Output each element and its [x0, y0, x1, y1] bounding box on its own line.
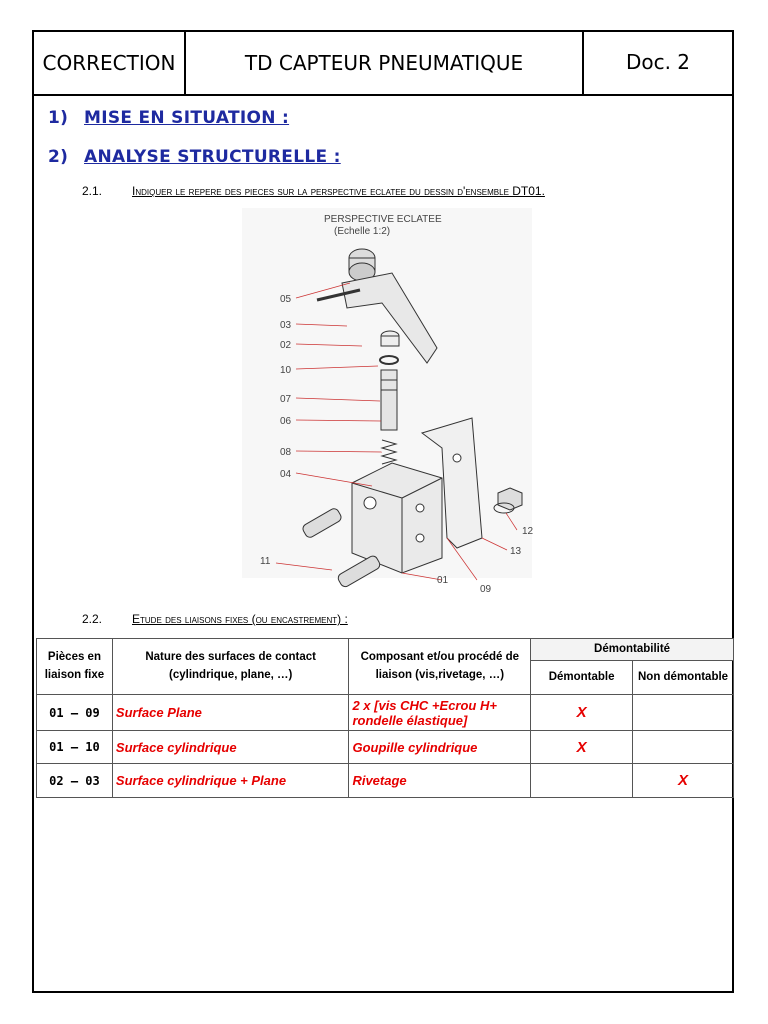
cell-pieces: 02 – 03 [37, 764, 113, 798]
cell-demontable: X [531, 695, 633, 731]
cell-nature: Surface Plane [112, 695, 349, 731]
table-row [37, 731, 734, 764]
table-row [37, 695, 734, 731]
part-label: 02 [280, 340, 292, 351]
part-label: 01 [437, 575, 449, 586]
header-title: TD CAPTEUR PNEUMATIQUE [184, 32, 584, 94]
header-nature: Nature des surfaces de contact (cylindrique, plane, …) [112, 639, 349, 695]
section-1-heading [48, 108, 289, 128]
subsection-text: Indiquer le repere des pieces sur la perspective eclatee du dessin d'ensemble DT01. [132, 184, 545, 198]
header-correction: CORRECTION [42, 51, 176, 75]
exploded-view-svg [242, 208, 534, 595]
cell-composant: Goupille cylindrique [349, 731, 531, 764]
subsection-number: 2.2. [82, 612, 103, 626]
section-2-heading [48, 147, 341, 167]
section-title: ANALYSE STRUCTURELLE : [84, 147, 341, 167]
header-pieces: Pièces en liaison fixe [37, 639, 113, 695]
header-demontable: Démontable [531, 661, 633, 695]
subsection-2-2 [82, 612, 348, 626]
subsection-2-1 [82, 184, 545, 198]
exploded-view-drawing [242, 208, 534, 595]
part-label: 07 [280, 394, 292, 405]
section-number: 1) [48, 108, 69, 128]
table-row [37, 764, 734, 798]
header-non-demontable: Non démontable [633, 661, 734, 695]
cell-non-demontable: X [633, 764, 734, 798]
part-label: 09 [480, 584, 492, 595]
part-label: 10 [280, 365, 292, 376]
cell-composant: Rivetage [349, 764, 531, 798]
part-label: 06 [280, 416, 292, 427]
part-label: 12 [522, 526, 534, 537]
cell-non-demontable [633, 731, 734, 764]
part-label: 11 [260, 556, 271, 567]
section-title: MISE EN SITUATION : [84, 108, 290, 128]
cell-composant: 2 x [vis CHC +Ecrou H+ rondelle élastique] [349, 695, 531, 731]
header-composant: Composant et/ou procédé de liaison (vis,rivetage, …) [349, 639, 531, 695]
cell-pieces: 01 – 10 [37, 731, 113, 764]
header-demontabilite: Démontabilité [531, 639, 734, 661]
cell-nature: Surface cylindrique + Plane [112, 764, 349, 798]
cell-nature: Surface cylindrique [112, 731, 349, 764]
part-label: 04 [280, 469, 292, 480]
document-header [34, 32, 732, 96]
section-number: 2) [48, 147, 69, 167]
cell-demontable: X [531, 731, 633, 764]
part-label: 03 [280, 320, 292, 331]
part-label: 08 [280, 447, 292, 458]
part-label: 05 [280, 294, 292, 305]
drawing-scale: (Echelle 1:2) [334, 226, 391, 237]
page-frame [32, 30, 734, 993]
drawing-title: PERSPECTIVE ECLATEE [324, 214, 442, 225]
part-label: 13 [510, 546, 522, 557]
cell-non-demontable [633, 695, 734, 731]
subsection-text: Etude des liaisons fixes (ou encastrement) : [132, 612, 348, 626]
cell-demontable [531, 764, 633, 798]
header-doc-number: Doc. 2 [625, 50, 691, 74]
cell-pieces: 01 – 09 [37, 695, 113, 731]
fixed-links-table [36, 638, 734, 798]
subsection-number: 2.1. [82, 184, 103, 198]
